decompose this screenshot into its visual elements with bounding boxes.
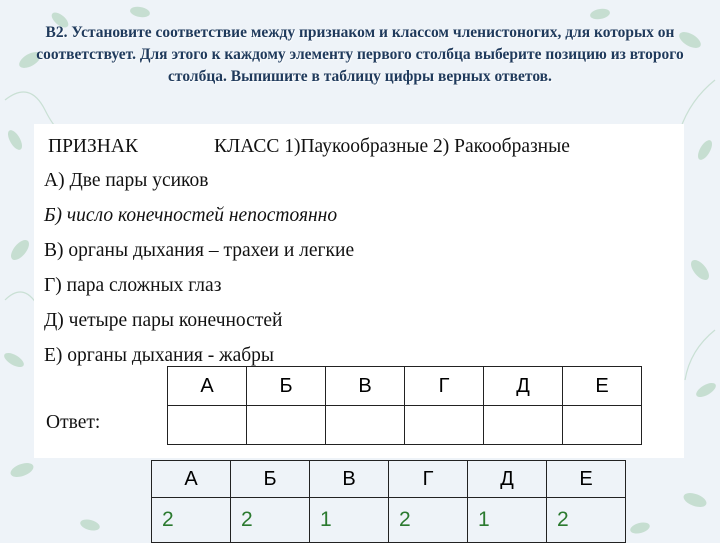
solution-value: 2	[399, 508, 411, 531]
answer-header-cell: Г	[405, 367, 484, 406]
list-item: Г) пара сложных глаз	[44, 275, 222, 296]
answer-input-cell[interactable]	[405, 406, 484, 445]
answer-label: Ответ:	[46, 412, 101, 433]
answer-header-cell: В	[326, 367, 405, 406]
list-item: Д) четыре пары конечностей	[44, 310, 283, 331]
solution-value-cell	[310, 498, 389, 543]
answer-input-cell[interactable]	[247, 406, 326, 445]
solution-header-cell: Е	[547, 461, 626, 498]
answer-header-cell: Е	[563, 367, 642, 406]
solution-header-cell: Г	[389, 461, 468, 498]
solution-value-cell	[389, 498, 468, 543]
answer-input-cell[interactable]	[484, 406, 563, 445]
list-item: Е) органы дыхания - жабры	[44, 345, 275, 366]
answer-input-cell[interactable]	[168, 406, 247, 445]
solution-value-cell	[231, 498, 310, 543]
solution-table	[151, 460, 626, 543]
solution-value-cell	[547, 498, 626, 543]
column-header-feature: ПРИЗНАК	[48, 136, 138, 157]
answer-input-cell[interactable]	[563, 406, 642, 445]
solution-value-cell	[468, 498, 547, 543]
answer-header-cell: Д	[484, 367, 563, 406]
solution-header-cell: А	[152, 461, 231, 498]
answer-header-cell: А	[168, 367, 247, 406]
answer-table	[167, 366, 642, 445]
list-item: А) Две пары усиков	[44, 170, 209, 191]
answer-input-cell[interactable]	[326, 406, 405, 445]
solution-header-cell: В	[310, 461, 389, 498]
list-item: В) органы дыхания – трахеи и легкие	[44, 240, 355, 261]
solution-value: 2	[241, 508, 253, 531]
task-title: B2. Установите соответствие между признаком и классом членистоногих, для которых он соответствует. Для этого к каждому элементу первого столбца выберите позицию из второго столбца. Выпишите в таблицу цифры верных ответов.	[36, 24, 684, 85]
solution-header-cell: Б	[231, 461, 310, 498]
solution-value-cell	[152, 498, 231, 543]
list-item: Б) число конечностей непостоянно	[44, 205, 338, 226]
solution-header-cell: Д	[468, 461, 547, 498]
column-header-class: КЛАСС 1)Паукообразные 2) Ракообразные	[214, 136, 570, 157]
solution-value: 1	[478, 508, 490, 531]
solution-value: 2	[557, 508, 569, 531]
answer-header-cell: Б	[247, 367, 326, 406]
solution-value: 2	[162, 508, 174, 531]
solution-value: 1	[320, 508, 332, 531]
